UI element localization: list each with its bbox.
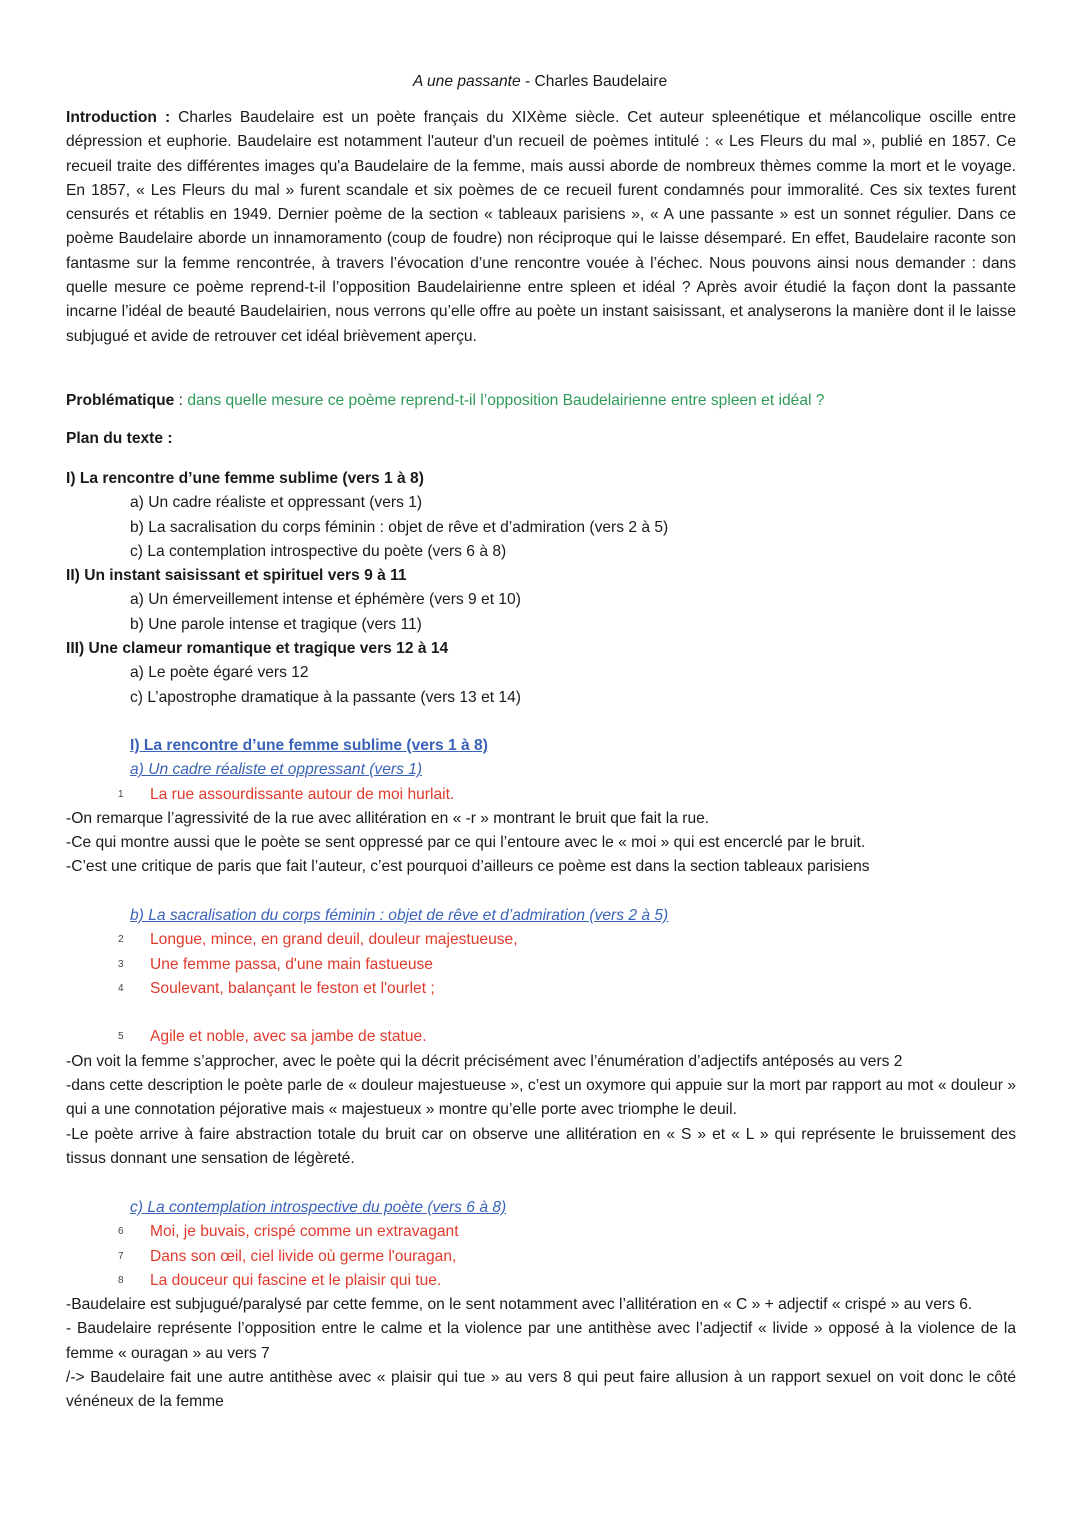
verse-gap <box>66 1001 1016 1025</box>
verse-line-6 <box>66 1220 1016 1244</box>
verse-text: La douceur qui fascine et le plaisir qui tue. <box>150 1271 442 1289</box>
verse-text: Agile et noble, avec sa jambe de statue. <box>150 1028 427 1046</box>
verse-line-4 <box>66 977 1016 1001</box>
verse-text: Moi, je buvais, crispé comme un extravagant <box>150 1223 459 1241</box>
verse-line-5 <box>66 1025 1016 1049</box>
problematique-text: dans quelle mesure ce poème reprend-t-il l’opposition Baudelairienne entre spleen et idéal ? <box>187 392 825 409</box>
plan-outline <box>66 467 1016 710</box>
analysis-paragraph: - Baudelaire représente l’opposition entre le calme et la violence par une antithèse avec l’adjectif « livide » opposé à la violence de la femme « ouragan » au vers 7 <box>66 1320 1016 1362</box>
verse-text: Une femme passa, d'une main fastueuse <box>150 955 433 973</box>
verse-text: La rue assourdissante autour de moi hurlait. <box>150 785 455 803</box>
verse-text: Soulevant, balançant le feston et l'ourlet ; <box>150 979 435 997</box>
introduction-text: Charles Baudelaire est un poète français du XIXème siècle. Cet auteur spleenétique et mélancolique oscille entre dépression et euphorie. Baudelaire est notamment l'auteur d'un recueil de poèmes intitulé : « Les Fleurs du mal », publié en 1857. Ce recueil traite des différentes images qu'a Baudelaire de la femme, mais aussi aborde de nombreux thèmes comme la mort et le voyage. En 1857, « Les Fleurs du mal » furent scandale et six poèmes de ce recueil furent condamnés pour immoralité. Ces six textes furent censurés et rétablis en 1949. Dernier poème de la section « tableaux parisiens », « A une passante » est un sonnet régulier. Dans ce poème Baudelaire aborde un innamoramento (coup de foudre) non réciproque qui le laisse désemparé. En effet, Baudelaire raconte son fantasme sur la femme rencontrée, à travers l’évocation d’une rencontre vouée à l’échec. Nous pouvons ainsi nous demander : dans quelle mesure ce poème reprend-t-il l’opposition Baudelairienne entre spleen et idéal ? Après avoir étudié la façon dont la passante incarne l’idéal de beauté Baudelairien, nous verrons qu’elle offre au poète un instant saisissant, et analyserons la manière dont il le laisse subjugué et avide de retrouver cet idéal brièvement aperçu. <box>66 109 1017 345</box>
subsection-heading-a: a) Un cadre réaliste et oppressant (vers 1) <box>130 761 423 779</box>
verse-text: Longue, mince, en grand deuil, douleur majestueuse, <box>150 931 518 949</box>
plan-part-3: III) Une clameur romantique et tragique vers 12 à 14 <box>66 640 449 658</box>
analysis-paragraph: -dans cette description le poète parle de « douleur majestueuse », c’est un oxymore qui appuie sur la mort par rapport au mot « douleur » qui a une connotation péjorative mais « majestueux » montre qu’elle porte avec triomphe le deuil. <box>66 1077 1016 1119</box>
section-1c <box>66 1196 1016 1415</box>
plan-item-1a: a) Un cadre réaliste et oppressant (vers 1) <box>130 494 423 512</box>
verse-number: 8 <box>118 1274 124 1286</box>
verse-line-1 <box>66 783 1016 807</box>
plan-part-2: II) Un instant saisissant et spirituel vers 9 à 11 <box>66 567 407 585</box>
subsection-heading-c: c) La contemplation introspective du poète (vers 6 à 8) <box>130 1199 507 1216</box>
problematique-sep: : <box>174 392 188 409</box>
verse-line-2 <box>66 928 1016 952</box>
verse-text: Dans son œil, ciel livide où germe l'ouragan, <box>150 1247 457 1265</box>
analysis-paragraph: /-> Baudelaire fait une autre antithèse avec « plaisir qui tue » au vers 8 qui peut faire allusion à un rapport sexuel on voit donc le côté vénéneux de la femme <box>66 1369 1016 1411</box>
analysis-paragraph: -Le poète arrive à faire abstraction totale du bruit car on observe une allitération en « S » et « L » qui représente le bruissement des tissus donnant une sensation de légèreté. <box>66 1125 1016 1167</box>
analysis-line: -C’est une critique de paris que fait l’auteur, c’est pourquoi d’ailleurs ce poème est dans la section tableaux parisiens <box>66 858 870 876</box>
verse-number: 6 <box>118 1226 124 1238</box>
plan-part-1: I) La rencontre d’une femme sublime (vers 1 à 8) <box>66 470 424 487</box>
plan-item-2a: a) Un émerveillement intense et éphémère (vers 9 et 10) <box>130 591 521 609</box>
verse-number: 1 <box>118 788 124 800</box>
verse-number: 2 <box>118 934 124 946</box>
plan-item-1c: c) La contemplation introspective du poète (vers 6 à 8) <box>130 542 507 560</box>
verse-number: 5 <box>118 1031 124 1043</box>
analysis-paragraph: -On voit la femme s’approcher, avec le poète qui la décrit précisément avec l’énumération d’adjectifs antéposés au vers 2 <box>66 1052 903 1070</box>
title-poem: A une passante <box>412 73 521 90</box>
plan-label: Plan du texte : <box>66 430 173 447</box>
plan-item-2b: b) Une parole intense et tragique (vers 11) <box>130 615 422 633</box>
title-author: - Charles Baudelaire <box>520 73 668 90</box>
verse-number: 7 <box>118 1250 124 1262</box>
section-1b <box>66 904 1016 1171</box>
verse-line-3 <box>66 953 1016 977</box>
introduction-label: Introduction : <box>66 109 171 126</box>
analysis-paragraph: -Baudelaire est subjugué/paralysé par cette femme, on le sent notamment avec l’allitération en « C » + adjectif « crispé » au vers 6. <box>66 1296 973 1314</box>
subsection-heading-b: b) La sacralisation du corps féminin : objet de rêve et d’admiration (vers 2 à 5) <box>130 907 669 924</box>
section-heading: I) La rencontre d’une femme sublime (vers 1 à 8) <box>130 737 488 754</box>
analysis-line: -On remarque l’agressivité de la rue avec allitération en « -r » montrant le bruit que fait la rue. <box>66 809 710 827</box>
section-1 <box>66 734 1016 880</box>
verse-number: 4 <box>118 982 124 994</box>
document-title <box>0 70 1080 94</box>
problematique-label: Problématique <box>66 392 175 409</box>
plan-item-1b: b) La sacralisation du corps féminin : objet de rêve et d’admiration (vers 2 à 5) <box>130 518 669 536</box>
analysis-line: -Ce qui montre aussi que le poète se sent oppressé par ce qui l’entoure avec le « moi » qui est encerclé par le bruit. <box>66 834 866 852</box>
introduction-paragraph <box>66 106 1016 349</box>
plan-item-3a: a) Le poète égaré vers 12 <box>130 664 309 682</box>
verse-line-7 <box>66 1245 1016 1269</box>
problematique-line <box>66 389 1016 413</box>
verse-number: 3 <box>118 958 124 970</box>
plan-item-3c: c) L’apostrophe dramatique à la passante (vers 13 et 14) <box>130 688 521 706</box>
verse-line-8 <box>66 1269 1016 1293</box>
